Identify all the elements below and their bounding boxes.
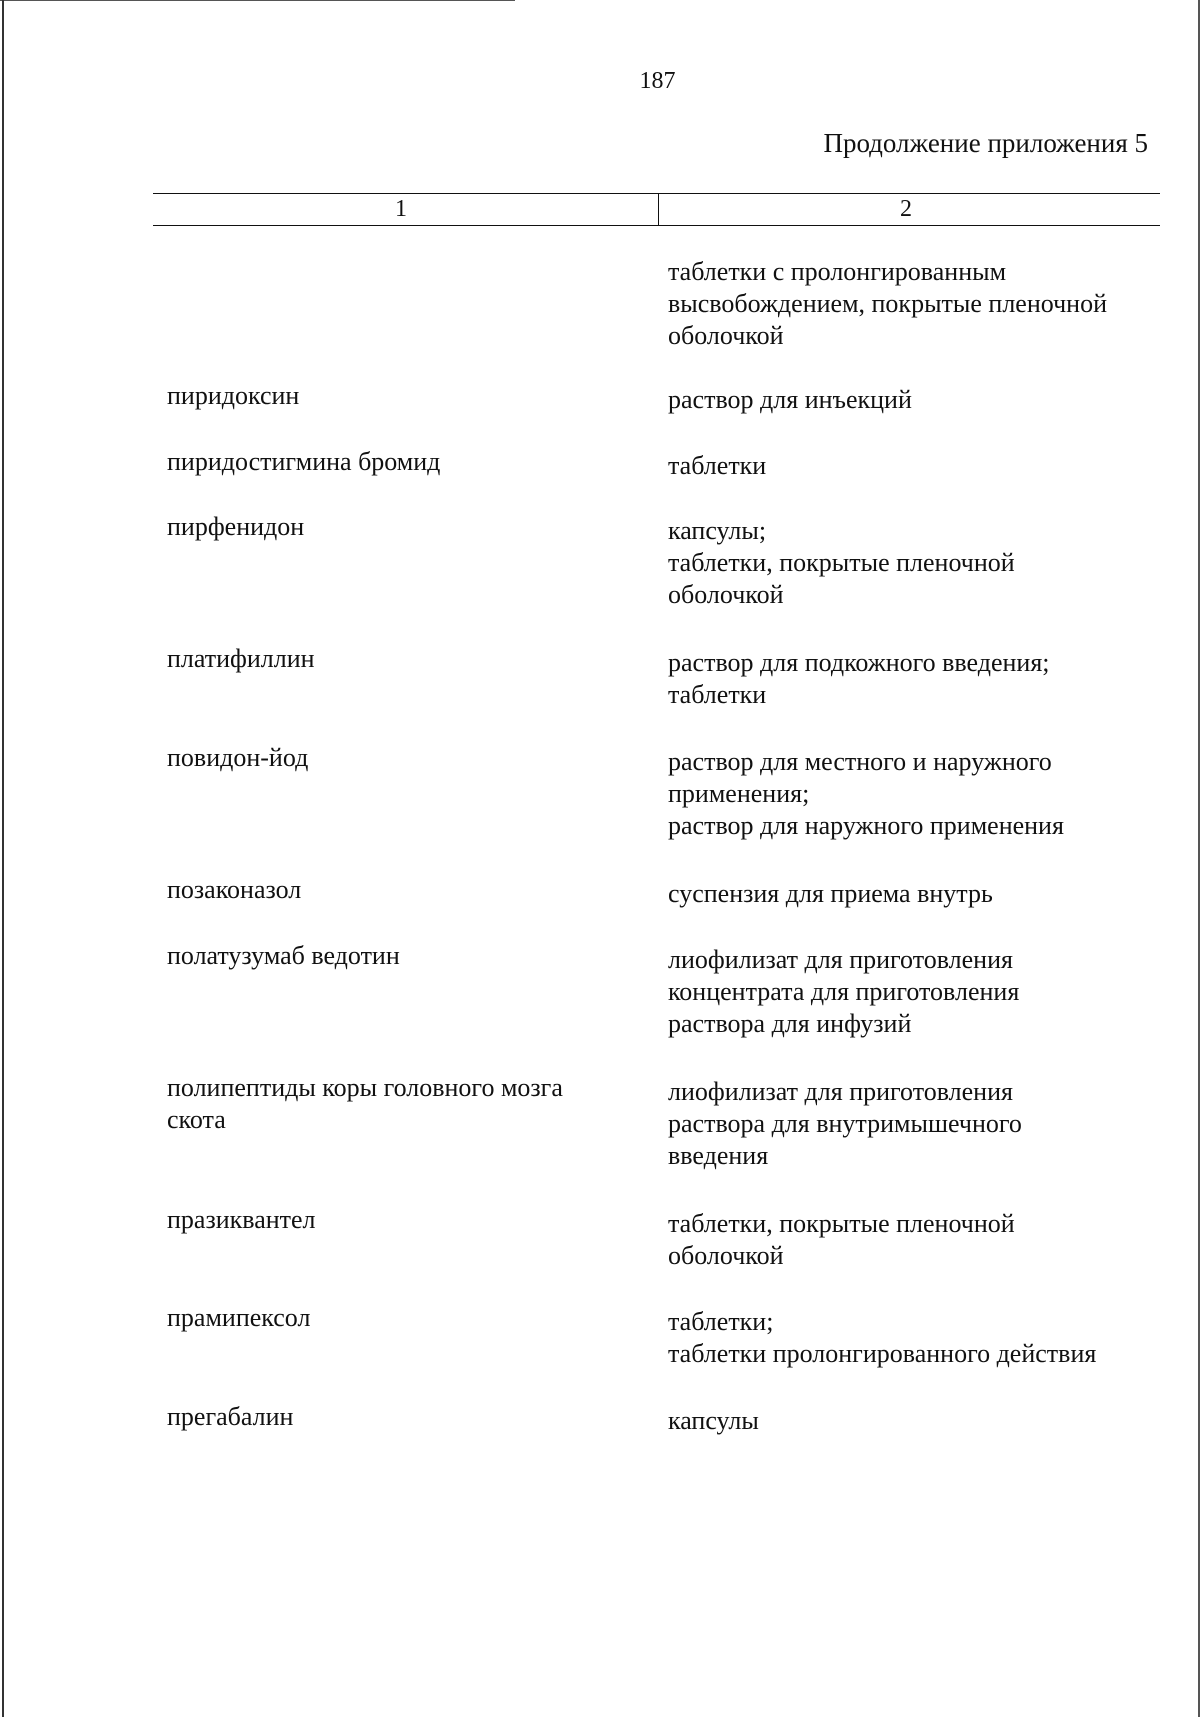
- drug-name-cell: [167, 1204, 627, 1236]
- dosage-form-line: оболочкой: [668, 580, 784, 609]
- dosage-form-line: лиофилизат для приготовления: [668, 1077, 1013, 1106]
- drug-name-line: позаконазол: [167, 875, 302, 904]
- drug-name-line: полатузумаб ведотин: [167, 941, 400, 970]
- dosage-form-cell: [668, 647, 1168, 711]
- dosage-form-line: капсулы: [668, 1406, 759, 1435]
- drug-name-cell: [167, 380, 627, 412]
- dosage-form-cell: [668, 746, 1168, 842]
- dosage-form-line: таблетки пролонгированного действия: [668, 1339, 1097, 1368]
- dosage-form-line: концентрата для приготовления: [668, 977, 1020, 1006]
- drug-name-line: платифиллин: [167, 644, 315, 673]
- drug-name-cell: [167, 511, 627, 543]
- dosage-form-line: раствора для инфузий: [668, 1009, 912, 1038]
- drug-name-cell: [167, 940, 627, 972]
- drug-name-line: полипептиды коры головного мозга: [167, 1073, 563, 1102]
- dosage-form-cell: [668, 384, 1168, 416]
- drug-name-cell: [167, 874, 627, 906]
- dosage-form-line: суспензия для приема внутрь: [668, 879, 993, 908]
- dosage-form-line: таблетки, покрытые пленочной: [668, 1209, 1015, 1238]
- dosage-form-line: оболочкой: [668, 1241, 784, 1270]
- column-header-1: 1: [395, 196, 407, 222]
- dosage-form-line: введения: [668, 1141, 769, 1170]
- dosage-form-line: оболочкой: [668, 321, 784, 350]
- drug-name-line: скота: [167, 1105, 226, 1134]
- drug-name-line: повидон-йод: [167, 743, 309, 772]
- drug-name-line: прегабалин: [167, 1402, 294, 1431]
- dosage-form-line: применения;: [668, 779, 810, 808]
- drug-name-cell: [167, 1401, 627, 1433]
- dosage-form-line: таблетки;: [668, 1307, 774, 1336]
- dosage-form-line: таблетки с пролонгированным: [668, 257, 1007, 286]
- drug-name-line: пирфенидон: [167, 512, 305, 541]
- drug-name-line: пиридостигмина бромид: [167, 447, 441, 476]
- continuation-title: Продолжение приложения 5: [823, 128, 1148, 158]
- drug-name-cell: [167, 1302, 627, 1334]
- dosage-form-line: раствор для местного и наружного: [668, 747, 1052, 776]
- dosage-form-cell: [668, 1405, 1168, 1437]
- dosage-form-cell: [668, 878, 1168, 910]
- drug-name-cell: [167, 446, 627, 478]
- drug-name-cell: [167, 1072, 627, 1136]
- drug-name-cell: [167, 643, 627, 675]
- dosage-form-cell: [668, 256, 1168, 352]
- drug-name-line: пиридоксин: [167, 381, 300, 410]
- page-number: 187: [639, 68, 676, 94]
- drug-name-line: прамипексол: [167, 1303, 311, 1332]
- dosage-form-line: раствор для инъекций: [668, 385, 912, 414]
- dosage-form-line: раствор для подкожного введения;: [668, 648, 1050, 677]
- dosage-form-line: таблетки, покрытые пленочной: [668, 548, 1015, 577]
- drug-name-cell: [167, 742, 627, 774]
- dosage-form-line: раствора для внутримышечного: [668, 1109, 1022, 1138]
- dosage-form-line: высвобождением, покрытые пленочной: [668, 289, 1107, 318]
- column-header-2: 2: [900, 196, 912, 222]
- dosage-form-line: таблетки: [668, 680, 767, 709]
- dosage-form-line: лиофилизат для приготовления: [668, 945, 1013, 974]
- drug-name-line: празиквантел: [167, 1205, 316, 1234]
- dosage-form-line: раствор для наружного применения: [668, 811, 1064, 840]
- dosage-form-cell: [668, 944, 1168, 1040]
- dosage-form-cell: [668, 1306, 1168, 1370]
- dosage-form-cell: [668, 450, 1168, 482]
- dosage-form-cell: [668, 515, 1168, 611]
- dosage-form-cell: [668, 1208, 1168, 1272]
- dosage-form-cell: [668, 1076, 1168, 1172]
- dosage-form-line: капсулы;: [668, 516, 767, 545]
- dosage-form-line: таблетки: [668, 451, 767, 480]
